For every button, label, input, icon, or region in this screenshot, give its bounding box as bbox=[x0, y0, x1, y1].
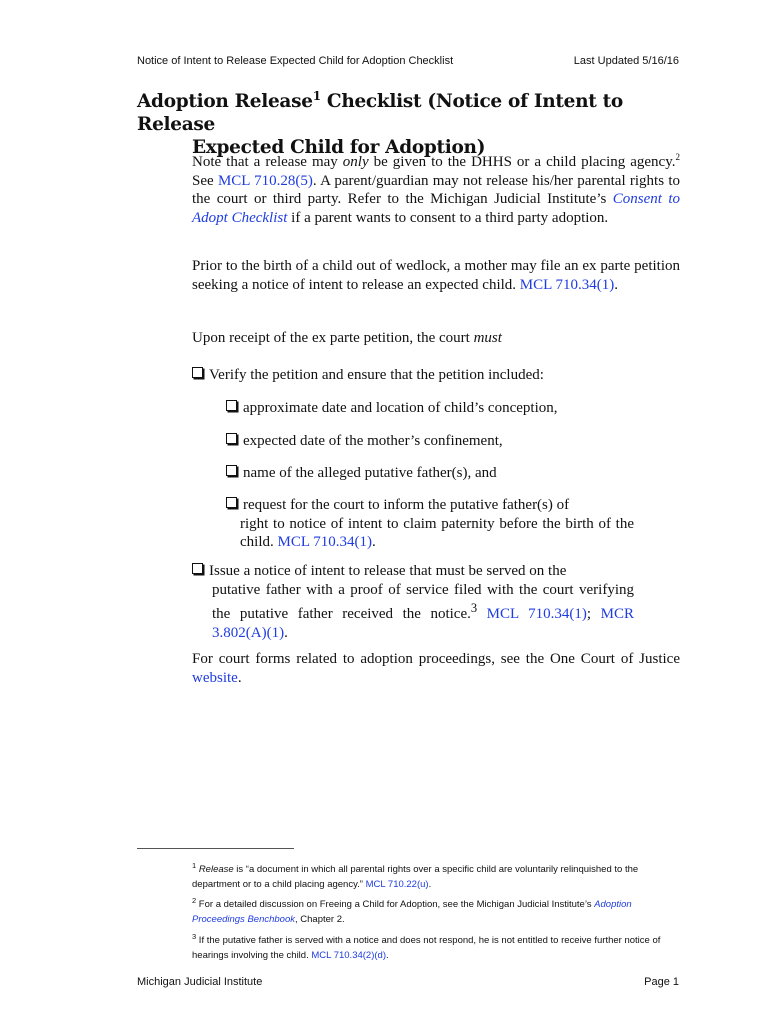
consent-to-adopt-checklist-link[interactable]: Consent to Adopt Checklist bbox=[192, 191, 680, 226]
footnote-2: $^2$ For a detailed discussion on Freeing a Child for Adoption, see the Michigan Judicial Institute’s Adoption Proceedings Benchbook, Chapter 2. bbox=[192, 896, 632, 926]
checkbox-icon[interactable] bbox=[192, 563, 203, 574]
footnote-divider bbox=[137, 848, 294, 849]
footnote-3: $^3$ If the putative father is served with a notice and does not respond, he is not entitled to receive further notice of hearings involving the child. MCL 710.34(2)(d). bbox=[192, 932, 661, 962]
adoption-proceedings-benchbook-link[interactable]: Adoption Proceedings Benchbook bbox=[192, 899, 632, 926]
mcl-710-34-1-link[interactable]: MCL 710.34(1) bbox=[519, 276, 615, 293]
page-header-date: Last Updated 5/16/16 bbox=[573, 55, 679, 67]
document-title: Adoption Release$^1$ Checklist (Notice of Intent to Release Expected Child for Adoption) bbox=[137, 89, 623, 159]
checkbox-icon[interactable] bbox=[226, 497, 237, 508]
petition-paragraph: Prior to the birth of a child out of wedlock, a mother may file an ex parte petition seeking a notice of intent to release an expected child. MCL 710.34(1). bbox=[192, 258, 680, 293]
mcl-710-34-2-d-link[interactable]: MCL 710.34(2)(d) bbox=[311, 950, 386, 962]
page-footer-org: Michigan Judicial Institute bbox=[137, 976, 263, 988]
intro-paragraph: Note that a release may only be given to the DHHS or a child placing agency.$^2$ See MCL 710.28(5). A parent/guardian may not release his/her parental rights to the court or third party. Refer to the Michigan Judicial Institute’s Consent to Adopt Checklist if a parent wants to consent to a third party adoption. bbox=[192, 152, 680, 226]
court-forms-paragraph: For court forms related to adoption proceedings, see the One Court of Justice website. bbox=[192, 651, 680, 686]
footnote-ref-1[interactable]: 1 bbox=[312, 89, 321, 103]
mcl-710-34-1-link[interactable]: MCL 710.34(1) bbox=[486, 606, 587, 622]
mcl-710-34-1-link[interactable]: MCL 710.34(1) bbox=[277, 534, 372, 550]
page-number: Page 1 bbox=[644, 976, 679, 988]
footnote-1: $^1$ Release is “a document in which all parental rights over a specific child are voluntarily relinquished to the department or to a child placing agency.” MCL 710.22(u). bbox=[192, 861, 639, 891]
checklist-subitem-putative-father: name of the alleged putative father(s), and bbox=[226, 464, 634, 483]
website-link[interactable]: website bbox=[192, 669, 238, 686]
page-header-title: Notice of Intent to Release Expected Child for Adoption Checklist bbox=[137, 55, 454, 67]
footnote-ref-3[interactable]: 3 bbox=[470, 601, 478, 615]
mcr-3-802-a-1-link[interactable]: MCR 3.802(A)(1) bbox=[212, 606, 634, 641]
checkbox-icon[interactable] bbox=[226, 433, 237, 444]
checklist-subitem-confinement: expected date of the mother’s confinement, bbox=[226, 432, 634, 451]
checkbox-icon[interactable] bbox=[226, 465, 237, 476]
checkbox-icon[interactable] bbox=[226, 400, 237, 411]
checklist-subitem-conception: approximate date and location of child’s conception, bbox=[226, 399, 634, 418]
mcl-710-22-u-link[interactable]: MCL 710.22(u) bbox=[365, 879, 429, 891]
checklist-item-verify-petition: Verify the petition and ensure that the petition included: bbox=[192, 366, 680, 385]
checklist-subitem-notice-request: request for the court to inform the putative father(s) of right to notice of intent to claim paternity before the birth of the child. MCL 710.34(1). bbox=[226, 496, 634, 552]
footnote-ref-2[interactable]: 2 bbox=[675, 152, 680, 162]
court-must-paragraph: Upon receipt of the ex parte petition, the court must bbox=[192, 330, 502, 346]
checklist-item-issue-notice: Issue a notice of intent to release that must be served on the putative father with a proof of service filed with the court verifying the putative father received the notice.$^3$ MCL 710.34(1); MCR 3.802(A)(1). bbox=[192, 562, 634, 642]
checkbox-icon[interactable] bbox=[192, 367, 203, 378]
mcl-710-28-5-link[interactable]: MCL 710.28(5) bbox=[217, 172, 313, 189]
